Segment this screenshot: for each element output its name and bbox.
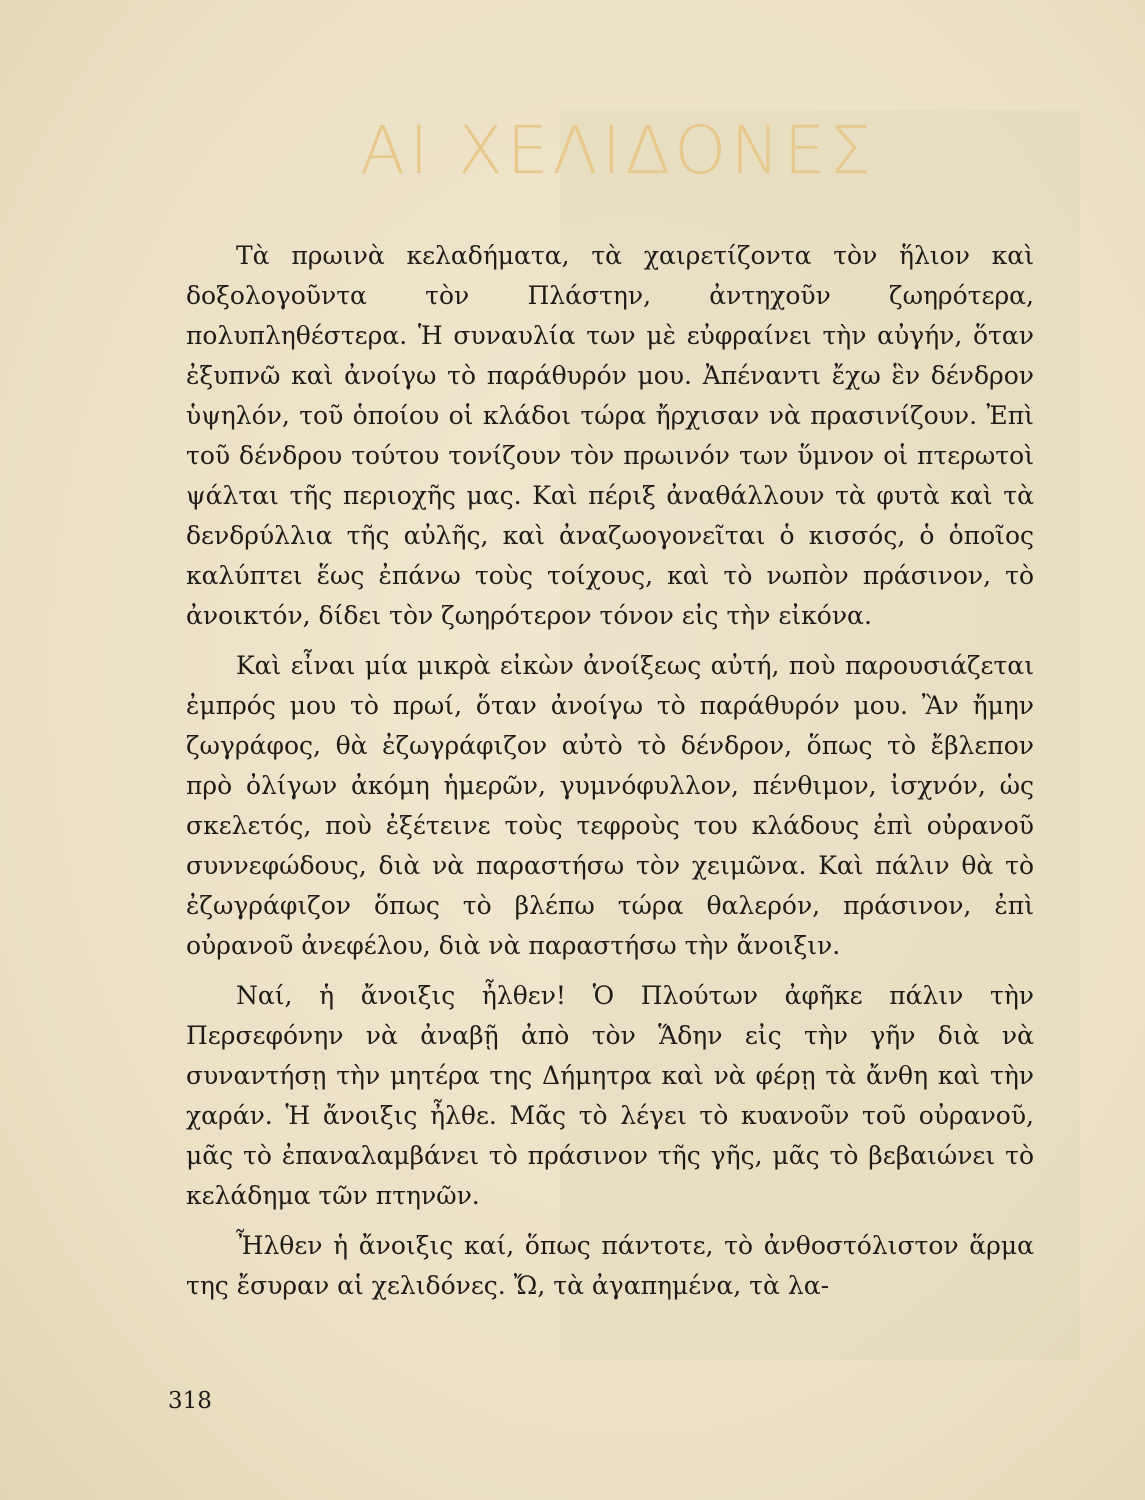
page-number: 318 bbox=[168, 1388, 212, 1414]
paragraph-2: Καὶ εἶναι μία μικρὰ εἰκὼν ἀνοίξεως αὐτή, ποὺ παρουσιάζεται ἐμπρός μου τὸ πρωί, ὅταν ἀνοίγω τὸ παράθυρόν μου. Ἂν ἤμην ζωγράφος, θὰ ἐζωγράφιζον αὐτὸ τὸ δένδρον, ὅπως τὸ ἔβλεπον πρὸ ὀλίγων ἀκόμη ἡμερῶν, γυμνόφυλλον, πένθιμον, ἰσχνόν, ὡς σκελετός, ποὺ ἐξέτεινε τοὺς τεφροὺς του κλάδους ἐπὶ οὐρανοῦ συννεφώδους, διὰ νὰ παραστήσω τὸν χειμῶνα. Καὶ πάλιν θὰ τὸ ἐζωγράφιζον ὅπως τὸ βλέπω τώρα θαλερόν, πράσινον, ἐπὶ οὐρανοῦ ἀνεφέλου, διὰ νὰ παραστήσω τὴν ἄνοιξιν. bbox=[186, 651, 1034, 960]
chapter-title: ΑΙ ΧΕΛΙΔΟΝΕΣ bbox=[360, 112, 875, 189]
paragraph-4: Ἦλθεν ἡ ἄνοιξις καί, ὅπως πάντοτε, τὸ ἀνθοστόλιστον ἅρμα της ἔσυραν αἱ χελιδόνες. Ὤ, τὰ ἀγαπημένα, τὰ λα- bbox=[186, 1231, 1034, 1300]
paragraph-3: Ναί, ἡ ἄνοιξις ἦλθεν! Ὁ Πλούτων ἀφῆκε πάλιν τὴν Περσεφόνην νὰ ἀναβῇ ἀπὸ τὸν Ἅδην εἰς τὴν γῆν διὰ νὰ συναντήσῃ τὴν μητέρα της Δήμητρα καὶ νὰ φέρῃ τὰ ἄνθη καὶ τὴν χαράν. Ἡ ἄνοιξις ἦλθε. Μᾶς τὸ λέγει τὸ κυανοῦν τοῦ οὐρανοῦ, μᾶς τὸ ἐπαναλαμβάνει τὸ πράσινον τῆς γῆς, μᾶς τὸ βεβαιώνει τὸ κελάδημα τῶν πτηνῶν. bbox=[186, 981, 1034, 1210]
body-text bbox=[186, 236, 1034, 1316]
paragraph-1: Τὰ πρωινὰ κελαδήματα, τὰ χαιρετίζοντα τὸν ἥλιον καὶ δοξολογοῦντα τὸν Πλάστην, ἀντηχοῦν ζωηρότερα, πολυπληθέστερα. Ἡ συναυλία των μὲ εὐφραίνει τὴν αὐγήν, ὅταν ἐξυπνῶ καὶ ἀνοίγω τὸ παράθυρόν μου. Ἀπέναντι ἔχω ἓν δένδρον ὑψηλόν, τοῦ ὁποίου οἱ κλάδοι τώρα ἤρχισαν νὰ πρασινίζουν. Ἐπὶ τοῦ δένδρου τούτου τονίζουν τὸν πρωινόν των ὕμνον οἱ πτερωτοὶ ψάλται τῆς περιοχῆς μας. Καὶ πέριξ ἀναθάλλουν τὰ φυτὰ καὶ τὰ δενδρύλλια τῆς αὐλῆς, καὶ ἀναζωογονεῖται ὁ κισσός, ὁ ὁποῖος καλύπτει ἕως ἐπάνω τοὺς τοίχους, καὶ τὸ νωπὸν πράσινον, τὸ ἀνοικτόν, δίδει τὸν ζωηρότερον τόνον εἰς τὴν εἰκόνα. bbox=[186, 241, 1034, 630]
